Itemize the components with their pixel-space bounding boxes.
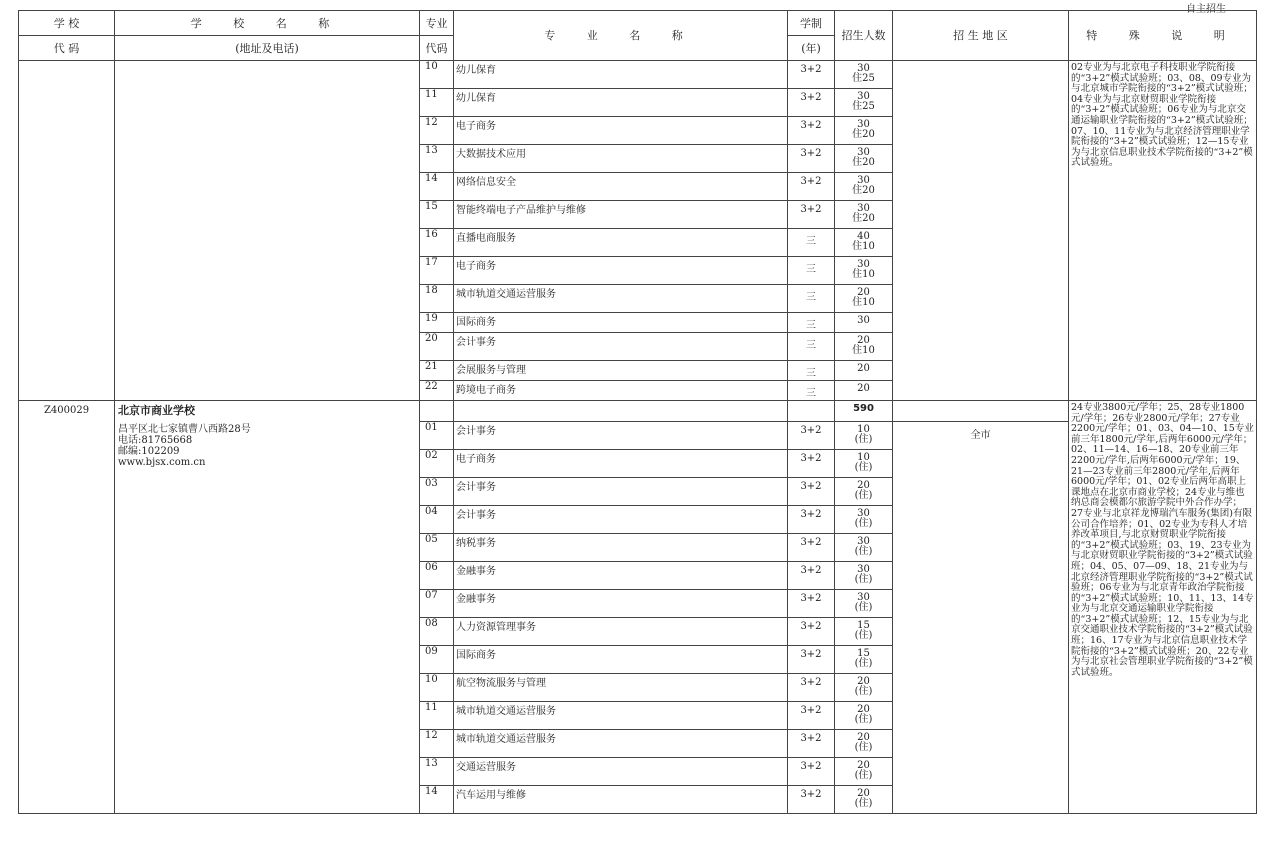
enroll-count (835, 145, 893, 173)
major-years: 3+2 (788, 562, 835, 590)
major-name: 人力资源管理事务 (454, 618, 788, 646)
major-name: 幼儿保育 (454, 61, 788, 89)
major-code: 22 (420, 381, 454, 401)
major-name: 交通运营服务 (454, 758, 788, 786)
header-school-name-sub: (地址及电话) (115, 36, 420, 61)
enroll-number: 20 (857, 335, 870, 346)
document-corner-label: 自主招生 (1186, 4, 1226, 15)
enroll-count (835, 117, 893, 145)
major-code: 06 (420, 562, 454, 590)
major-code: 12 (420, 117, 454, 145)
special-notes: 02专业为与北京电子科技职业学院衔接的“3+2”模式试验班；03、08、09专业为与北京城市学院衔接的“3+2”模式试验班；04专业为与北京财贸职业学院衔接的“3+2”模式试验班；06专业为与北京交通运输职业学院衔接的“3+2”模式试验班；07、10、11专业为与北京经济管理职业学院衔接的“3+2”模式试验班；12—15专业为与北京信息职业技术学院衔接的“3+2”模式试验班。 (1069, 61, 1257, 401)
major-years: 三 (788, 313, 835, 333)
header-major-name: 专 业 名 称 (454, 11, 788, 61)
boarding-note: (住) (854, 462, 873, 473)
boarding-note: 住10 (852, 241, 875, 252)
major-name: 会展服务与管理 (454, 361, 788, 381)
major-code: 09 (420, 646, 454, 674)
enroll-number: 10 (857, 452, 870, 463)
empty-cell (454, 401, 788, 422)
enroll-count (835, 702, 893, 730)
header-major-code-sub: 代码 (420, 36, 454, 61)
boarding-note: (住) (854, 518, 873, 529)
enroll-count (835, 478, 893, 506)
enroll-count (835, 361, 893, 381)
boarding-note: 住25 (852, 101, 875, 112)
enroll-number: 20 (857, 363, 870, 374)
enroll-count (835, 201, 893, 229)
boarding-note: 住20 (852, 185, 875, 196)
special-notes: 24专业3800元/学年；25、28专业1800元/学年；26专业2800元/学年；27专业2200元/学年；01、03、04—10、15专业前三年1800元/学年,后两年6000元/学年；02、11—14、16—18、20专业前三年2200元/学年,后两年6000元/学年；19、21—23专业前三年2800元/学年,后两年6000元/学年；01、02专业后两年高职上课地点在北京市商业学校；24专业与维也纳总商会模都尔旅游学院中外合作办学；27专业与北京祥龙博瑞汽车服务(集团)有限公司合作培养；01、02专业为专科人才培养改革项目,与北京财贸职业学院衔接的“3+2”模式试验班；03、19、23专业为与北京财贸职业学院衔接的“3+2”模式试验班；04、05、07—09、18、21专业为与北京经济管理职业学院衔接的“3+2”模式试验班；06专业为与北京青年政治学院衔接的“3+2”模式试验班；10、11、13、14专业为与北京交通运输职业学院衔接的“3+2”模式试验班；12、15专业为与北京交通职业技术学院衔接的“3+2”模式试验班；16、17专业为与北京信息职业技术学院衔接的“3+2”模式试验班；20、22专业为与北京社会管理职业学院衔接的“3+2”模式试验班。 (1069, 401, 1257, 814)
boarding-note: (住) (854, 658, 873, 669)
major-years: 3+2 (788, 758, 835, 786)
major-name: 航空物流服务与管理 (454, 674, 788, 702)
major-years: 三 (788, 361, 835, 381)
major-code: 03 (420, 478, 454, 506)
enroll-count (835, 646, 893, 674)
boarding-note: (住) (854, 798, 873, 809)
major-name: 会计事务 (454, 478, 788, 506)
major-code: 14 (420, 786, 454, 814)
enroll-number: 30 (857, 63, 870, 74)
header-years: 学制 (788, 11, 835, 36)
major-name: 直播电商服务 (454, 229, 788, 257)
boarding-note: (住) (854, 574, 873, 585)
major-name: 汽车运用与维修 (454, 786, 788, 814)
enroll-count (835, 313, 893, 333)
boarding-note: (住) (854, 714, 873, 725)
boarding-note: (住) (854, 686, 873, 697)
major-years: 3+2 (788, 422, 835, 450)
header-school-name: 学 校 名 称 (115, 11, 420, 36)
major-code: 02 (420, 450, 454, 478)
major-name: 城市轨道交通运营服务 (454, 285, 788, 313)
major-code: 19 (420, 313, 454, 333)
enroll-number: 15 (857, 620, 870, 631)
major-years: 3+2 (788, 173, 835, 201)
boarding-note: 住10 (852, 297, 875, 308)
major-years: 3+2 (788, 450, 835, 478)
boarding-note: (住) (854, 770, 873, 781)
enroll-count (835, 786, 893, 814)
major-code: 01 (420, 422, 454, 450)
empty-cell (420, 401, 454, 422)
major-name: 会计事务 (454, 422, 788, 450)
enroll-count (835, 257, 893, 285)
major-years: 三 (788, 333, 835, 361)
school-code-cell (19, 61, 115, 401)
header-years-sub: (年) (788, 36, 835, 61)
major-years: 3+2 (788, 89, 835, 117)
major-years: 3+2 (788, 786, 835, 814)
enroll-count (835, 562, 893, 590)
major-years: 3+2 (788, 145, 835, 173)
enroll-number: 30 (857, 203, 870, 214)
major-years: 3+2 (788, 674, 835, 702)
major-code: 17 (420, 257, 454, 285)
major-code: 21 (420, 361, 454, 381)
major-code: 16 (420, 229, 454, 257)
boarding-note: (住) (854, 630, 873, 641)
major-years: 3+2 (788, 618, 835, 646)
enroll-count (835, 506, 893, 534)
enroll-count (835, 89, 893, 117)
major-name: 国际商务 (454, 646, 788, 674)
school-postcode: 邮编:102209 (118, 446, 180, 457)
header-school-code: 学 校 (19, 11, 115, 36)
enroll-number: 30 (857, 508, 870, 519)
school-phone: 电话:81765668 (118, 435, 193, 446)
enroll-number: 15 (857, 648, 870, 659)
school-name-cell (115, 61, 420, 401)
boarding-note: (住) (854, 546, 873, 557)
major-years: 3+2 (788, 730, 835, 758)
enroll-number: 30 (857, 259, 870, 270)
major-name: 纳税事务 (454, 534, 788, 562)
enroll-number: 20 (857, 704, 870, 715)
major-code: 10 (420, 61, 454, 89)
major-code: 12 (420, 730, 454, 758)
enroll-count (835, 173, 893, 201)
header-notes: 特 殊 说 明 (1069, 11, 1257, 61)
major-name: 大数据技术应用 (454, 145, 788, 173)
major-years: 三 (788, 229, 835, 257)
enroll-number: 30 (857, 564, 870, 575)
major-code: 07 (420, 590, 454, 618)
major-code: 05 (420, 534, 454, 562)
boarding-note: (住) (854, 490, 873, 501)
boarding-note: (住) (854, 602, 873, 613)
major-code: 13 (420, 758, 454, 786)
major-years: 三 (788, 285, 835, 313)
major-years: 3+2 (788, 506, 835, 534)
enroll-number: 20 (857, 676, 870, 687)
enroll-number: 20 (857, 383, 870, 394)
major-name: 城市轨道交通运营服务 (454, 702, 788, 730)
school-summary-row (19, 401, 1257, 422)
enroll-count (835, 534, 893, 562)
table-row (19, 61, 1257, 89)
major-name: 金融事务 (454, 562, 788, 590)
enroll-number: 20 (857, 287, 870, 298)
enroll-number: 30 (857, 175, 870, 186)
school-address: 昌平区北七家镇曹八西路28号 (118, 424, 251, 435)
empty-cell (893, 401, 1069, 422)
enroll-number: 20 (857, 480, 870, 491)
major-years: 三 (788, 381, 835, 401)
school-website: www.bjsx.com.cn (118, 457, 206, 468)
major-name: 会计事务 (454, 333, 788, 361)
enroll-count (835, 333, 893, 361)
enroll-number: 30 (857, 147, 870, 158)
header-school-code-sub: 代 码 (19, 36, 115, 61)
empty-cell (788, 401, 835, 422)
enroll-count (835, 422, 893, 450)
major-years: 3+2 (788, 478, 835, 506)
enroll-number: 10 (857, 424, 870, 435)
enroll-count (835, 618, 893, 646)
boarding-note: 住20 (852, 213, 875, 224)
major-code: 04 (420, 506, 454, 534)
major-years: 3+2 (788, 201, 835, 229)
major-name: 智能终端电子产品维护与维修 (454, 201, 788, 229)
header-major-code: 专业 (420, 11, 454, 36)
major-name: 网络信息安全 (454, 173, 788, 201)
major-name: 会计事务 (454, 506, 788, 534)
enroll-count (835, 674, 893, 702)
major-code: 14 (420, 173, 454, 201)
enroll-count (835, 590, 893, 618)
major-years: 3+2 (788, 117, 835, 145)
enroll-count (835, 229, 893, 257)
major-code: 08 (420, 618, 454, 646)
enroll-count (835, 730, 893, 758)
enroll-count (835, 285, 893, 313)
boarding-note: 住20 (852, 129, 875, 140)
major-name: 金融事务 (454, 590, 788, 618)
major-years: 3+2 (788, 646, 835, 674)
major-name: 电子商务 (454, 450, 788, 478)
major-name: 电子商务 (454, 117, 788, 145)
enroll-number: 20 (857, 732, 870, 743)
enroll-count (835, 758, 893, 786)
major-code: 10 (420, 674, 454, 702)
major-code: 15 (420, 201, 454, 229)
major-name: 跨境电子商务 (454, 381, 788, 401)
enroll-count (835, 381, 893, 401)
major-years: 3+2 (788, 702, 835, 730)
region-cell: 全市 (893, 422, 1069, 814)
major-years: 3+2 (788, 590, 835, 618)
enroll-number: 30 (857, 91, 870, 102)
enroll-number: 30 (857, 592, 870, 603)
boarding-note: (住) (854, 742, 873, 753)
major-code: 13 (420, 145, 454, 173)
enroll-number: 40 (857, 231, 870, 242)
enroll-total: 590 (835, 401, 893, 422)
enroll-count (835, 61, 893, 89)
school-name: 北京市商业学校 (118, 404, 195, 417)
enroll-count (835, 450, 893, 478)
enroll-number: 30 (857, 315, 870, 326)
major-years: 三 (788, 257, 835, 285)
admission-table (18, 10, 1257, 814)
boarding-note: 住10 (852, 345, 875, 356)
enroll-number: 30 (857, 119, 870, 130)
boarding-note: 住25 (852, 73, 875, 84)
major-years: 3+2 (788, 534, 835, 562)
enroll-number: 20 (857, 760, 870, 771)
school-code: Z400029 (19, 401, 115, 814)
major-years: 3+2 (788, 61, 835, 89)
major-name: 幼儿保育 (454, 89, 788, 117)
header-enroll: 招生人数 (835, 11, 893, 61)
major-name: 国际商务 (454, 313, 788, 333)
major-code: 11 (420, 89, 454, 117)
header-region: 招 生 地 区 (893, 11, 1069, 61)
major-name: 电子商务 (454, 257, 788, 285)
school-info (115, 401, 420, 814)
boarding-note: 住20 (852, 157, 875, 168)
region-cell (893, 61, 1069, 401)
enroll-number: 30 (857, 536, 870, 547)
major-code: 18 (420, 285, 454, 313)
major-name: 城市轨道交通运营服务 (454, 730, 788, 758)
major-code: 20 (420, 333, 454, 361)
enroll-number: 20 (857, 788, 870, 799)
boarding-note: 住10 (852, 269, 875, 280)
boarding-note: (住) (854, 434, 873, 445)
header-row-top (19, 11, 1257, 36)
major-code: 11 (420, 702, 454, 730)
